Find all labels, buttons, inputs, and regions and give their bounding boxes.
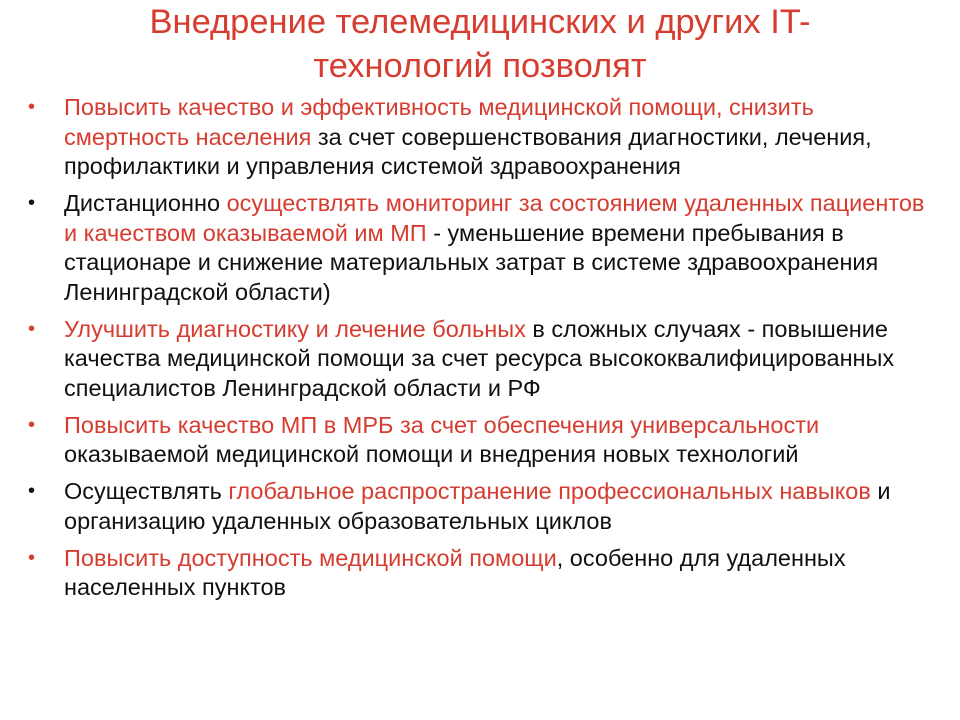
bullet-text-black: - уменьшение времени пребывания в стационаре и снижение материальных затрат в системе здравоохранения Ленинградской области) <box>64 219 879 305</box>
bullet-text-red: глобальное распространение профессиональных навыков <box>228 478 871 504</box>
bullet-dot: • <box>28 413 36 436</box>
bullet-item-4 <box>24 411 944 470</box>
bullet-item-1 <box>24 93 944 182</box>
bullet-dot: • <box>28 192 36 214</box>
bullet-item-6 <box>24 544 944 603</box>
bullet-dot: • <box>28 317 36 340</box>
bullet-text-red: Повысить доступность медицинской помощи <box>64 544 557 571</box>
title-line-2: технологий позволят <box>313 47 647 85</box>
bullet-dot: • <box>28 480 36 502</box>
bullet-item-2 <box>24 189 944 307</box>
bullet-item-3 <box>24 315 944 404</box>
bullet-dot: • <box>28 546 36 569</box>
bullet-text-black: за счет совершенствования диагностики, лечения, профилактики и управления системой здравоохранения <box>64 123 872 179</box>
bullet-text-red: Улучшить диагностику и лечение больных <box>64 315 526 342</box>
bullet-item-5 <box>24 477 944 536</box>
bullet-text-red: осуществлять мониторинг за состоянием удаленных пациентов и качеством оказываемой им МП <box>64 190 925 246</box>
bullet-dot: • <box>28 96 36 118</box>
bullet-text-black: оказываемой медицинской помощи и внедрения новых технологий <box>64 441 799 467</box>
bullet-text-black: Осуществлять <box>64 478 229 504</box>
title-line-1: Внедрение телемедицинских и других IT- <box>149 3 811 41</box>
bullet-text-red: Повысить качество МП в МРБ за счет обеспечения универсальности <box>64 411 820 438</box>
bullet-list <box>24 93 944 610</box>
bullet-text-black: , особенно для удаленных населенных пунктов <box>64 544 846 600</box>
bullet-text-red: Повысить качество и эффективность медицинской помощи, снизить смертность населения <box>64 94 814 150</box>
slide-title <box>60 0 900 88</box>
bullet-text-black: и организацию удаленных образовательных циклов <box>64 478 891 534</box>
bullet-text-black: Дистанционно <box>64 190 227 216</box>
bullet-text-black: в сложных случаях - повышение качества медицинской помощи за счет ресурса высококвалифицированных специалистов Ленинградской области и РФ <box>64 315 895 401</box>
